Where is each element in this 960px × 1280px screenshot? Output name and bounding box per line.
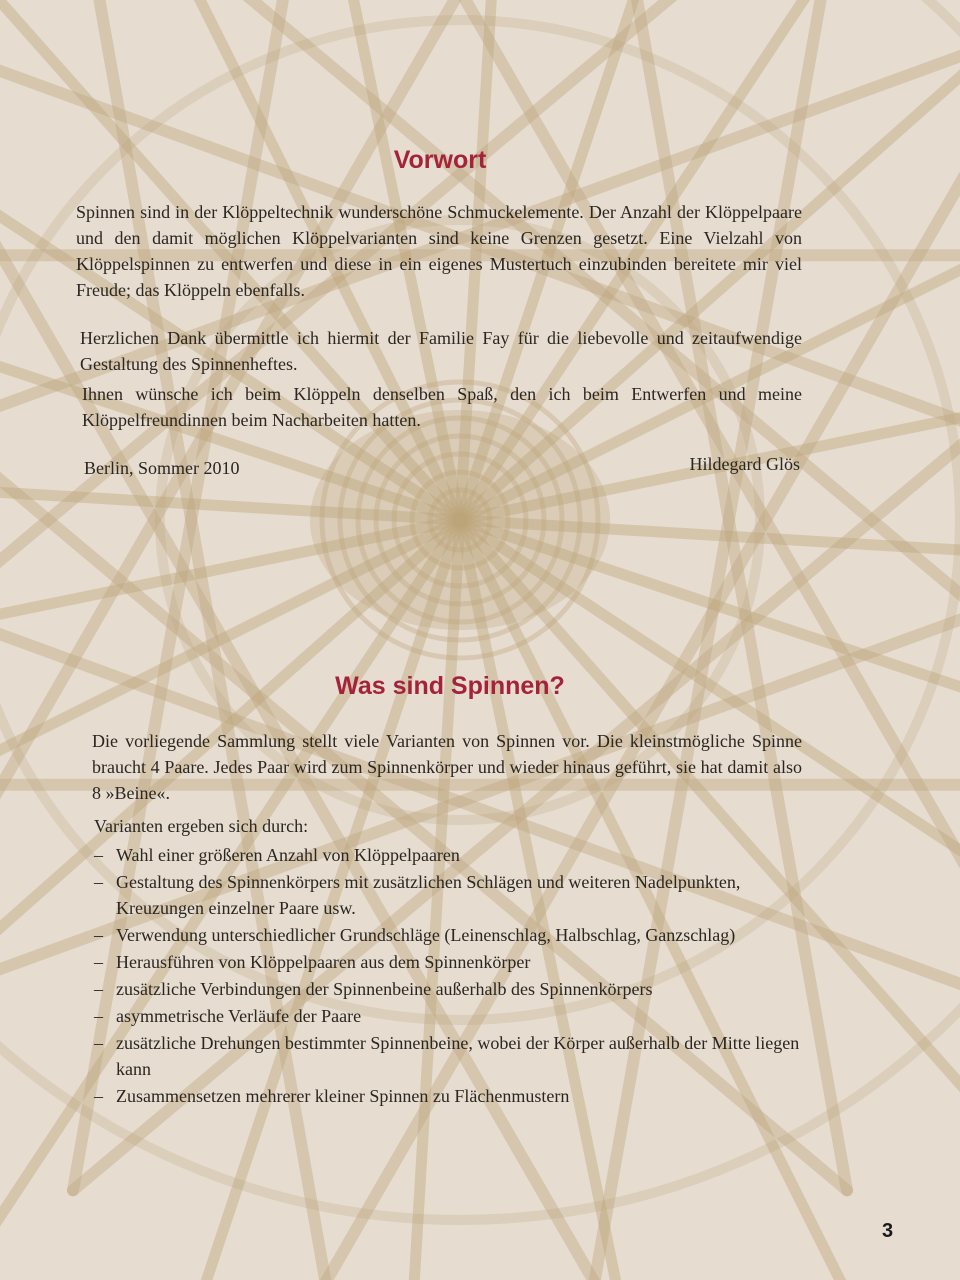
dash-bullet: – (94, 1006, 103, 1026)
foreword-paragraph-3: Ihnen wünsche ich beim Klöppeln denselben Spaß, den ich beim Entwerfen und meine Klöppelfreundinnen beim Nacharbeiten hatten. (82, 384, 802, 430)
list-item (94, 869, 814, 921)
list-item (94, 1083, 814, 1109)
list-item (94, 949, 814, 975)
foreword-paragraph-1: Spinnen sind in der Klöppeltechnik wunderschöne Schmuckelemente. Der Anzahl der Klöppelpaare und den damit möglichen Klöppelvarianten sind keine Grenzen gesetzt. Eine Vielzahl von Klöppelspinnen zu entwerfen und diese in ein eigenes Mustertuch einzubinden bereitete mir viel Freude; das Klöppeln ebenfalls. (76, 202, 802, 300)
list-item-text: asymmetrische Verläufe der Paare (116, 1006, 362, 1026)
list-intro: Varianten ergeben sich durch: (94, 816, 309, 836)
dash-bullet: – (94, 952, 103, 972)
dash-bullet: – (94, 872, 103, 892)
list-item-text: zusätzliche Verbindungen der Spinnenbeine außerhalb des Spinnenkörpers (116, 979, 653, 999)
page-number: 3 (882, 1220, 894, 1242)
author-signature: Hildegard Glös (689, 454, 800, 474)
dash-bullet: – (94, 979, 103, 999)
dash-bullet: – (94, 845, 103, 865)
list-item-text: Verwendung unterschiedlicher Grundschläge (Leinenschlag, Halbschlag, Ganzschlag) (116, 925, 736, 945)
list-item-text: Herausführen von Klöppelpaaren aus dem Spinnenkörper (116, 952, 531, 972)
list-item-text: Zusammensetzen mehrerer kleiner Spinnen zu Flächenmustern (116, 1086, 570, 1106)
foreword-title: Vorwort (393, 146, 487, 174)
list-item-text: Gestaltung des Spinnenkörpers mit zusätzlichen Schlägen und weiteren Nadelpunkten, Kreuzungen einzelner Paare usw. (116, 872, 741, 918)
list-item (94, 1030, 814, 1082)
list-item (94, 922, 814, 948)
place-date: Berlin, Sommer 2010 (84, 458, 240, 478)
list-item (94, 1003, 814, 1029)
dash-bullet: – (94, 1033, 103, 1053)
list-item (94, 842, 814, 868)
list-item-text: zusätzliche Drehungen bestimmter Spinnenbeine, wobei der Körper außerhalb der Mitte liegen kann (116, 1033, 800, 1079)
section-paragraph: Die vorliegende Sammlung stellt viele Varianten von Spinnen vor. Die kleinstmögliche Spinne braucht 4 Paare. Jedes Paar wird zum Spinnenkörper und wieder hinaus geführt, sie hat damit also 8 »Beine«. (92, 731, 802, 803)
foreword-paragraph-2: Herzlichen Dank übermittle ich hiermit der Familie Fay für die liebevolle und zeitaufwendige Gestaltung des Spinnenheftes. (80, 328, 802, 374)
list-item-text: Wahl einer größeren Anzahl von Klöppelpaaren (116, 845, 460, 865)
dash-bullet: – (94, 1086, 103, 1106)
variants-list (94, 842, 814, 1110)
dash-bullet: – (94, 925, 103, 945)
list-item (94, 976, 814, 1002)
section-title: Was sind Spinnen? (335, 672, 565, 700)
